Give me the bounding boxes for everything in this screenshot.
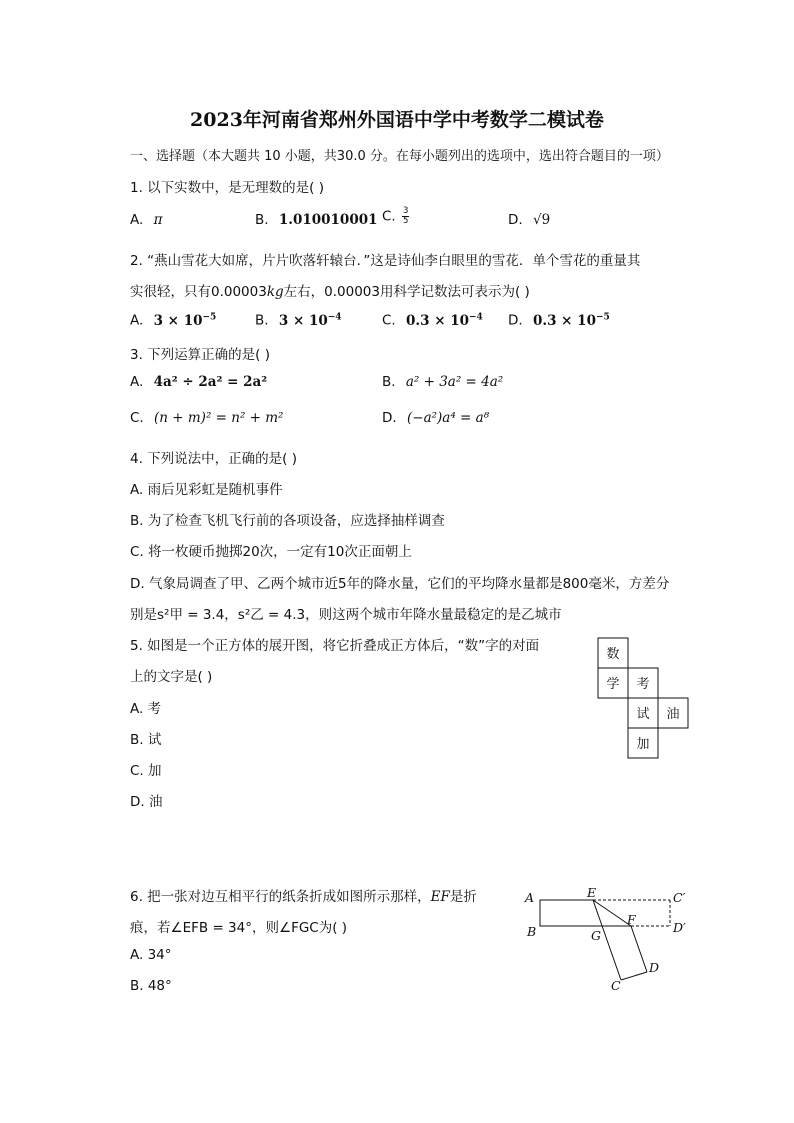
q1-option-b-letter: B. — [255, 212, 269, 228]
q4-option-b[interactable]: B. 为了检查飞机飞行前的各项设备，应选择抽样调查 — [130, 513, 445, 529]
label-b: B — [527, 924, 537, 939]
fold-line-ef — [593, 900, 631, 926]
q3-option-c[interactable] — [130, 410, 283, 426]
q5-option-b[interactable]: B. 试 — [130, 732, 162, 748]
q1-option-d-value: √9 — [532, 212, 551, 228]
net-char-4: 油 — [666, 707, 680, 722]
folded-edge-fd — [631, 926, 647, 972]
q3-option-b[interactable] — [382, 374, 503, 390]
q2-line2-post: 左右，0.00003用科学记数法可表示为( ) — [283, 284, 530, 300]
q2-option-b-value: 3 × 10 — [278, 312, 328, 329]
net-char-5: 加 — [636, 737, 650, 752]
q5-option-c[interactable]: C. 加 — [130, 763, 162, 779]
q2-option-b-letter: B. — [255, 312, 269, 329]
fraction-numerator: 3 — [403, 206, 409, 216]
q3-option-d-letter: D. — [382, 410, 397, 426]
q2-line2-pre: 实很轻，只有0.00003 — [130, 284, 267, 300]
q3-option-a-value: 4a² ÷ 2a² = 2a² — [153, 374, 268, 390]
q4-option-d-line-2: 别是s²甲 = 3.4，s²乙 = 4.3，则这两个城市年降水量最稳定的是乙城市 — [130, 607, 562, 623]
question-5-line-2: 上的文字是( ) — [130, 669, 213, 685]
q2-option-c-value: 0.3 × 10 — [406, 312, 470, 329]
q1-option-a[interactable] — [130, 212, 162, 228]
q1-option-c-letter: C. — [382, 208, 396, 225]
q4-option-c[interactable]: C. 将一枚硬币抛掷20次，一定有10次正面朝上 — [130, 544, 412, 560]
section-heading: 一、选择题（本大题共 10 小题，共30.0 分。在每小题列出的选项中，选出符合题目的一项） — [130, 149, 669, 164]
q6-option-a[interactable]: A. 34° — [130, 947, 172, 963]
q1-option-b-value: 1.010010001 — [278, 212, 378, 228]
q3-option-d[interactable] — [382, 410, 489, 426]
net-char-1: 学 — [606, 677, 620, 692]
fraction-denominator: 5 — [403, 216, 409, 226]
q6-option-b[interactable]: B. 48° — [130, 978, 172, 994]
q3-option-d-value: (−a²)a⁴ = a⁸ — [406, 410, 490, 426]
q2-option-a[interactable] — [130, 312, 216, 329]
question-2-line-1: 2. “燕山雪花大如席，片片吹落轩辕台．”这是诗仙李白眼里的雪花．单个雪花的重量其 — [130, 253, 641, 269]
q2-option-b-exp: −4 — [327, 312, 342, 322]
question-2-line-2 — [130, 280, 530, 300]
q2-unit: kg — [266, 284, 284, 300]
q1-option-c[interactable] — [382, 207, 411, 226]
q2-option-a-value: 3 × 10 — [153, 312, 203, 329]
q1-option-c-fraction — [402, 207, 409, 226]
q3-option-c-value: (n + m)² = n² + m² — [154, 410, 284, 426]
q2-option-c-letter: C. — [382, 312, 396, 329]
q4-option-d-line-1[interactable]: D. 气象局调查了甲、乙两个城市近5年的降水量，它们的平均降水量都是800毫米，方差分 — [130, 576, 670, 592]
page-title: 2023年河南省郑州外国语中学中考数学二模试卷 — [190, 109, 604, 131]
question-4-stem: 4. 下列说法中，正确的是( ) — [130, 451, 297, 467]
q5-option-a[interactable]: A. 考 — [130, 701, 162, 717]
q3-option-a[interactable] — [130, 374, 267, 390]
q2-option-c-exp: −4 — [469, 312, 483, 322]
label-g: G — [591, 928, 601, 943]
cube-net-figure — [590, 634, 700, 764]
q6-var-ef: EF — [430, 889, 450, 905]
label-c: C — [611, 978, 621, 993]
q2-option-d-letter: D. — [508, 312, 523, 329]
q2-option-a-letter: A. — [130, 312, 144, 329]
label-d-prime: D′ — [673, 920, 686, 935]
q2-option-d-value: 0.3 × 10 — [532, 312, 596, 329]
net-char-2: 考 — [636, 677, 650, 692]
strip-left-part — [540, 900, 593, 926]
folded-strip-figure — [515, 880, 715, 995]
q2-option-b[interactable] — [255, 312, 342, 329]
label-d: D — [649, 960, 660, 975]
question-3-stem: 3. 下列运算正确的是( ) — [130, 347, 270, 363]
folded-edge-cd — [621, 972, 647, 980]
label-c-prime: C′ — [673, 890, 686, 905]
q3-option-c-letter: C. — [130, 410, 144, 426]
q3-option-b-letter: B. — [382, 374, 396, 390]
q2-option-d[interactable] — [508, 312, 610, 329]
q4-option-a[interactable]: A. 雨后见彩虹是随机事件 — [130, 482, 283, 498]
net-char-3: 试 — [636, 707, 650, 722]
q1-option-b[interactable] — [255, 212, 378, 228]
q3-option-a-letter: A. — [130, 374, 144, 390]
q2-option-a-exp: −5 — [202, 312, 217, 322]
question-6-line-2: 痕，若∠EFB = 34°，则∠FGC为( ) — [130, 920, 348, 936]
q1-option-d-letter: D. — [508, 212, 523, 228]
question-5-line-1: 5. 如图是一个正方体的展开图，将它折叠成正方体后，“数”字的对面 — [130, 638, 540, 654]
q1-option-d[interactable] — [508, 212, 550, 228]
label-f: F — [627, 912, 636, 927]
question-1-stem: 1. 以下实数中，是无理数的是( ) — [130, 180, 324, 196]
q3-option-b-value: a² + 3a² = 4a² — [405, 374, 504, 390]
q2-option-d-exp: −5 — [595, 312, 610, 322]
q6-line1-pre: 6. 把一张对边互相平行的纸条折成如图所示那样， — [130, 889, 431, 905]
q1-option-a-value: π — [153, 212, 163, 228]
question-6-line-1 — [130, 885, 477, 905]
q6-line1-post: 是折 — [449, 889, 477, 905]
q5-option-d[interactable]: D. 油 — [130, 794, 163, 810]
label-a: A — [525, 890, 535, 905]
q1-option-a-letter: A. — [130, 212, 144, 228]
label-e: E — [587, 885, 597, 900]
net-char-0: 数 — [606, 647, 620, 662]
q2-option-c[interactable] — [382, 312, 483, 329]
